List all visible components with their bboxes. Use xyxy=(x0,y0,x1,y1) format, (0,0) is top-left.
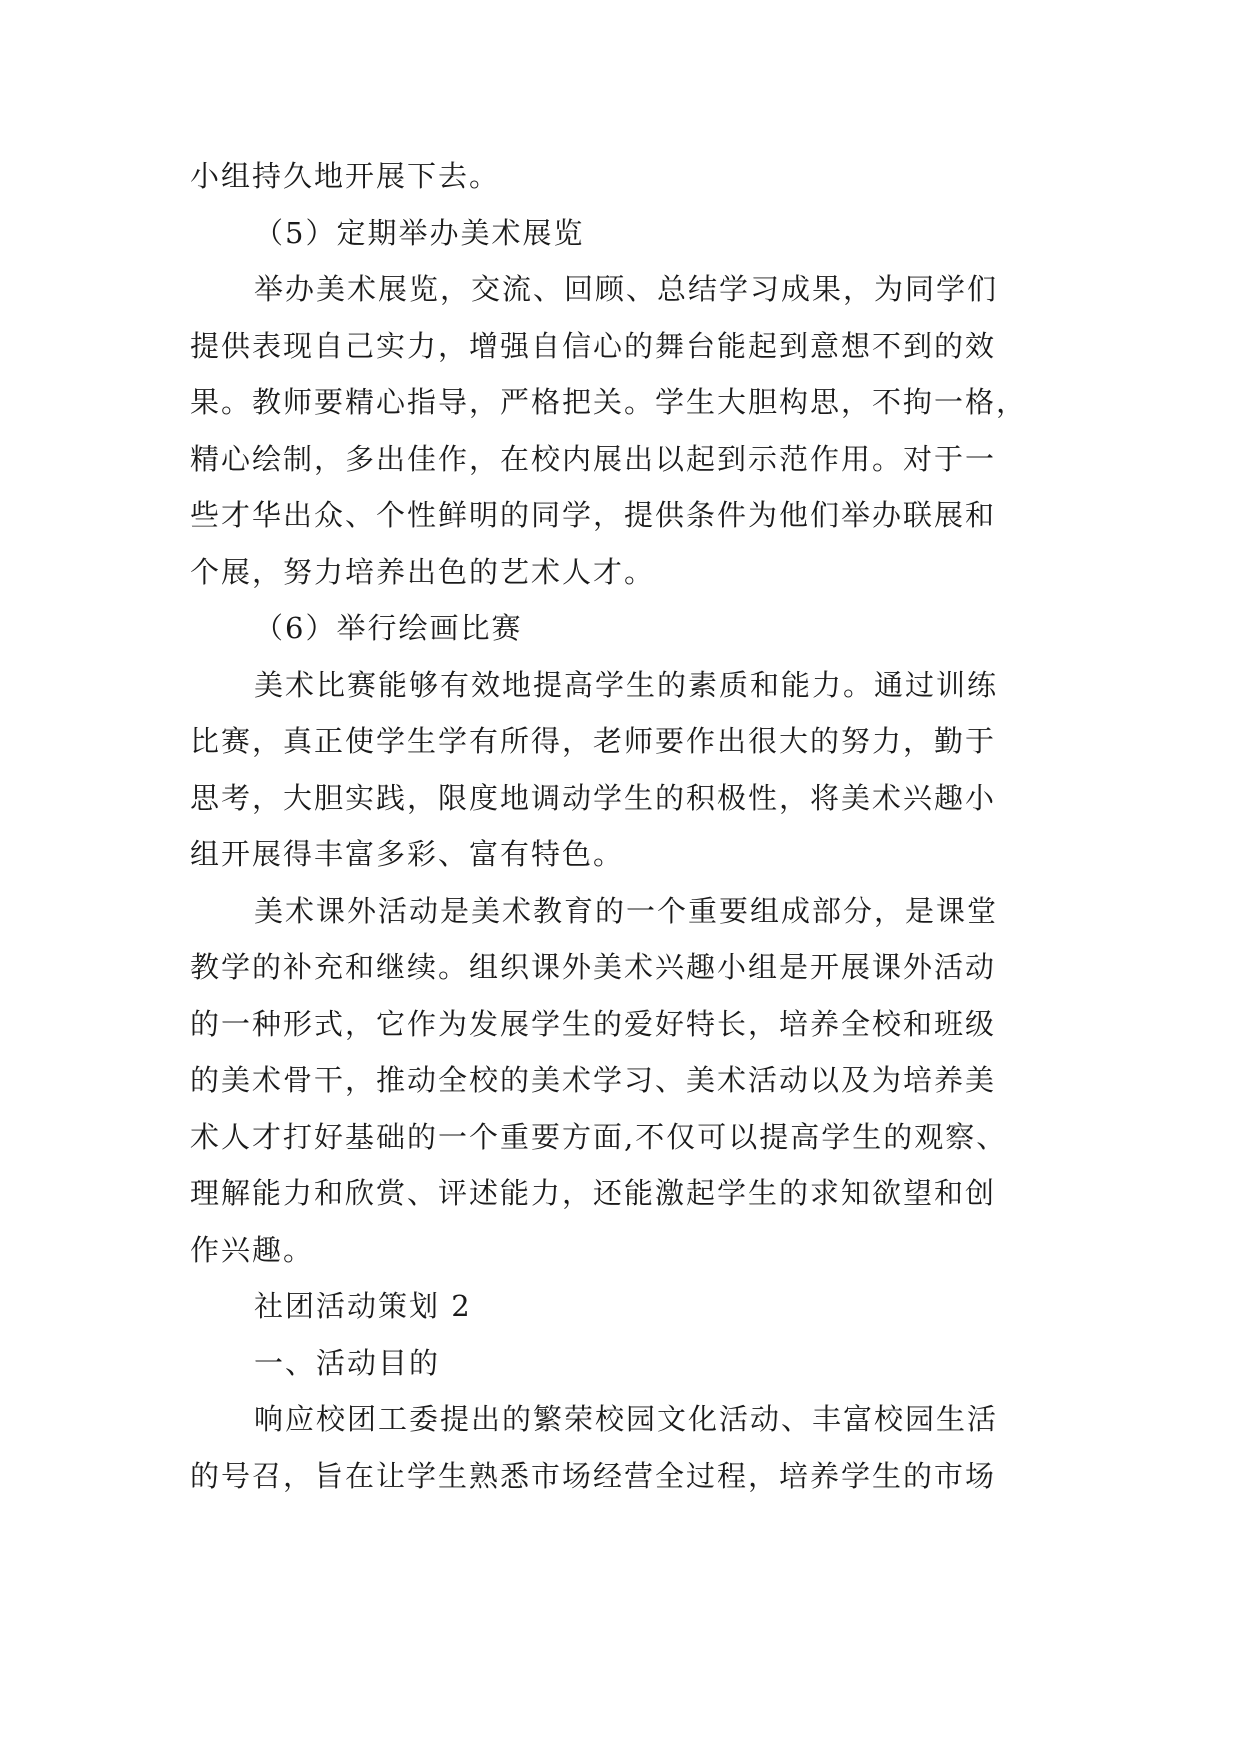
text-line: 精心绘制，多出佳作，在校内展出以起到示范作用。对于一 xyxy=(190,441,997,476)
text-line: 提供表现自己实力，增强自信心的舞台能起到意想不到的效 xyxy=(190,328,997,363)
text-line: （6）举行绘画比赛 xyxy=(254,611,523,645)
text-line: 组开展得丰富多彩、富有特色。 xyxy=(190,837,625,871)
text-line: 社团活动策划 2 xyxy=(254,1289,472,1323)
text-line: 作兴趣。 xyxy=(190,1232,315,1267)
section-heading xyxy=(190,608,1050,665)
section-heading xyxy=(190,213,1050,270)
text-line: 的一种形式，它作为发展学生的爱好特长，培养全校和班级 xyxy=(190,1006,997,1041)
text-line: 教学的补充和继续。组织课外美术兴趣小组是开展课外活动 xyxy=(190,950,997,984)
text-line: 美术课外活动是美术教育的一个重要组成部分，是课堂 xyxy=(254,893,999,928)
text-line: 美术比赛能够有效地提高学生的素质和能力。通过训练 xyxy=(254,667,999,702)
body-paragraph xyxy=(190,1399,1050,1512)
text-line: 响应校团工委提出的繁荣校园文化活动、丰富校园生活 xyxy=(254,1402,999,1436)
body-paragraph xyxy=(190,891,1050,1287)
text-line: 举办美术展览，交流、回顾、总结学习成果，为同学们 xyxy=(254,272,999,306)
body-paragraph xyxy=(190,269,1050,608)
text-line: （5）定期举办美术展览 xyxy=(254,215,585,250)
text-line: 一、活动目的 xyxy=(254,1345,441,1380)
text-line: 理解能力和欣赏、评述能力，还能激起学生的求知欲望和创 xyxy=(190,1176,997,1210)
text-line: 术人才打好基础的一个重要方面,不仅可以提高学生的观察、 xyxy=(190,1119,1008,1154)
body-paragraph xyxy=(190,665,1050,891)
text-line: 果。教师要精心指导，严格把关。学生大胆构思，不拘一格， xyxy=(190,385,1028,419)
text-line: 比赛，真正使学生学有所得，老师要作出很大的努力，勤于 xyxy=(190,724,997,758)
text-line: 些才华出众、个性鲜明的同学，提供条件为他们举办联展和 xyxy=(190,498,997,532)
section-heading xyxy=(190,1286,1050,1343)
text-line: 的美术骨干，推动全校的美术学习、美术活动以及为培养美 xyxy=(190,1063,997,1097)
section-heading xyxy=(190,1343,1050,1400)
text-column xyxy=(190,156,1050,1512)
text-line: 个展，努力培养出色的艺术人才。 xyxy=(190,554,656,589)
text-line: 小组持久地开展下去。 xyxy=(190,159,501,193)
body-paragraph xyxy=(190,156,1050,213)
text-line: 的号召，旨在让学生熟悉市场经营全过程，培养学生的市场 xyxy=(190,1458,997,1493)
text-line: 思考，大胆实践，限度地调动学生的积极性，将美术兴趣小 xyxy=(190,780,997,815)
